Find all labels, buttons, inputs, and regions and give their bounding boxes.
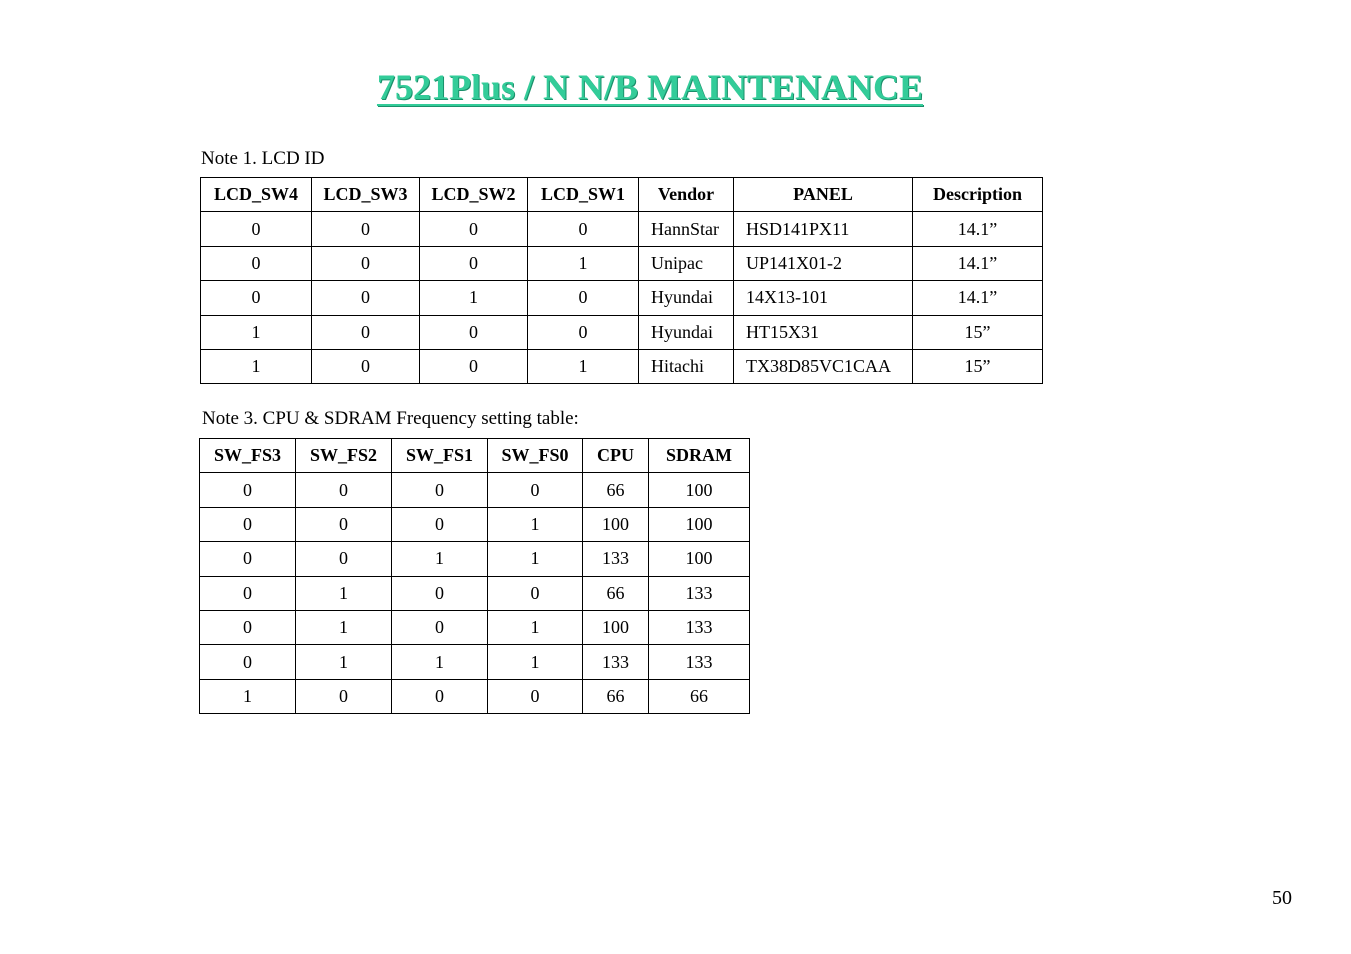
table-row (201, 281, 1043, 315)
table-cell: 0 (392, 507, 488, 541)
table-row (200, 679, 750, 713)
table-cell: 66 (583, 473, 649, 507)
table-cell: 0 (392, 576, 488, 610)
column-header-lcd-sw3: LCD_SW3 (312, 178, 420, 212)
table-cell: Hitachi (639, 349, 734, 383)
table-cell: 0 (296, 473, 392, 507)
table-cell: 0 (312, 212, 420, 246)
column-header-lcd-sw4: LCD_SW4 (201, 178, 312, 212)
table-cell: 66 (583, 679, 649, 713)
table-cell: 133 (649, 645, 750, 679)
table-cell: 0 (312, 246, 420, 280)
table-cell: 0 (312, 315, 420, 349)
column-header-cpu: CPU (583, 439, 649, 473)
table-cell: 14.1” (913, 246, 1043, 280)
table-cell: 0 (201, 212, 312, 246)
table-row (200, 645, 750, 679)
table-row (201, 212, 1043, 246)
table-cell: 100 (649, 542, 750, 576)
table-row (200, 542, 750, 576)
table-cell: 15” (913, 315, 1043, 349)
table-row (200, 473, 750, 507)
table-cell: 100 (583, 610, 649, 644)
table-row (201, 246, 1043, 280)
table-cell: 100 (649, 507, 750, 541)
table-cell: HSD141PX11 (734, 212, 913, 246)
table-cell: 1 (420, 281, 528, 315)
table-cell: 1 (296, 576, 392, 610)
table-cell: Hyundai (639, 315, 734, 349)
table-row (200, 610, 750, 644)
table-cell: 1 (488, 507, 583, 541)
table-cell: 133 (649, 576, 750, 610)
table-cell: 0 (296, 679, 392, 713)
table-row (201, 349, 1043, 383)
table-cell: 66 (649, 679, 750, 713)
table-cell: 0 (201, 246, 312, 280)
table-cell: 133 (583, 542, 649, 576)
table-cell: 0 (528, 315, 639, 349)
table-cell: 0 (200, 542, 296, 576)
table-cell: 1 (201, 315, 312, 349)
table-cell: TX38D85VC1CAA (734, 349, 913, 383)
table-cell: Unipac (639, 246, 734, 280)
table-cell: 133 (649, 610, 750, 644)
column-header-vendor: Vendor (639, 178, 734, 212)
table-cell: HannStar (639, 212, 734, 246)
table-cell: 0 (528, 212, 639, 246)
column-header-description: Description (913, 178, 1043, 212)
table-cell: 0 (392, 610, 488, 644)
table-cell: 1 (528, 246, 639, 280)
table-cell: 0 (200, 507, 296, 541)
column-header-sw-fs2: SW_FS2 (296, 439, 392, 473)
table-cell: 14X13-101 (734, 281, 913, 315)
table-cell: 0 (200, 473, 296, 507)
cpu-sdram-frequency-table (199, 438, 750, 714)
column-header-sw-fs3: SW_FS3 (200, 439, 296, 473)
table-cell: 0 (296, 507, 392, 541)
table-cell: Hyundai (639, 281, 734, 315)
table-cell: 0 (488, 473, 583, 507)
table-cell: 133 (583, 645, 649, 679)
cpu-sdram-note: Note 3. CPU & SDRAM Frequency setting table: (202, 408, 579, 429)
table-cell: 14.1” (913, 281, 1043, 315)
table-row (201, 315, 1043, 349)
table-cell: 1 (392, 645, 488, 679)
table-cell: 1 (488, 542, 583, 576)
column-header-lcd-sw1: LCD_SW1 (528, 178, 639, 212)
table-cell: 0 (200, 610, 296, 644)
table-cell: 1 (488, 610, 583, 644)
table-cell: 0 (420, 246, 528, 280)
table-cell: 1 (392, 542, 488, 576)
table-cell: 0 (488, 679, 583, 713)
table-cell: 0 (420, 349, 528, 383)
table-cell: 0 (200, 576, 296, 610)
table-cell: 0 (312, 281, 420, 315)
table-cell: 15” (913, 349, 1043, 383)
table-cell: 0 (392, 679, 488, 713)
page-title: 7521Plus / N N/B MAINTENANCE (376, 67, 924, 107)
table-cell: 0 (392, 473, 488, 507)
table-header-row (201, 178, 1043, 212)
table-row (200, 576, 750, 610)
table-cell: 0 (201, 281, 312, 315)
table-cell: 0 (296, 542, 392, 576)
lcd-id-table (200, 177, 1043, 384)
column-header-lcd-sw2: LCD_SW2 (420, 178, 528, 212)
table-row (200, 507, 750, 541)
table-cell: 1 (200, 679, 296, 713)
table-cell: 100 (649, 473, 750, 507)
lcd-id-note: Note 1. LCD ID (201, 148, 325, 169)
table-cell: 0 (528, 281, 639, 315)
table-cell: UP141X01-2 (734, 246, 913, 280)
table-cell: HT15X31 (734, 315, 913, 349)
table-cell: 1 (296, 610, 392, 644)
table-cell: 1 (488, 645, 583, 679)
table-cell: 0 (420, 315, 528, 349)
table-cell: 14.1” (913, 212, 1043, 246)
column-header-sdram: SDRAM (649, 439, 750, 473)
column-header-sw-fs1: SW_FS1 (392, 439, 488, 473)
table-header-row (200, 439, 750, 473)
table-cell: 0 (420, 212, 528, 246)
table-cell: 1 (201, 349, 312, 383)
table-cell: 1 (296, 645, 392, 679)
table-cell: 0 (488, 576, 583, 610)
table-cell: 66 (583, 576, 649, 610)
column-header-sw-fs0: SW_FS0 (488, 439, 583, 473)
column-header-panel: PANEL (734, 178, 913, 212)
table-cell: 0 (200, 645, 296, 679)
page-number: 50 (1272, 887, 1292, 909)
table-cell: 0 (312, 349, 420, 383)
table-cell: 100 (583, 507, 649, 541)
table-cell: 1 (528, 349, 639, 383)
